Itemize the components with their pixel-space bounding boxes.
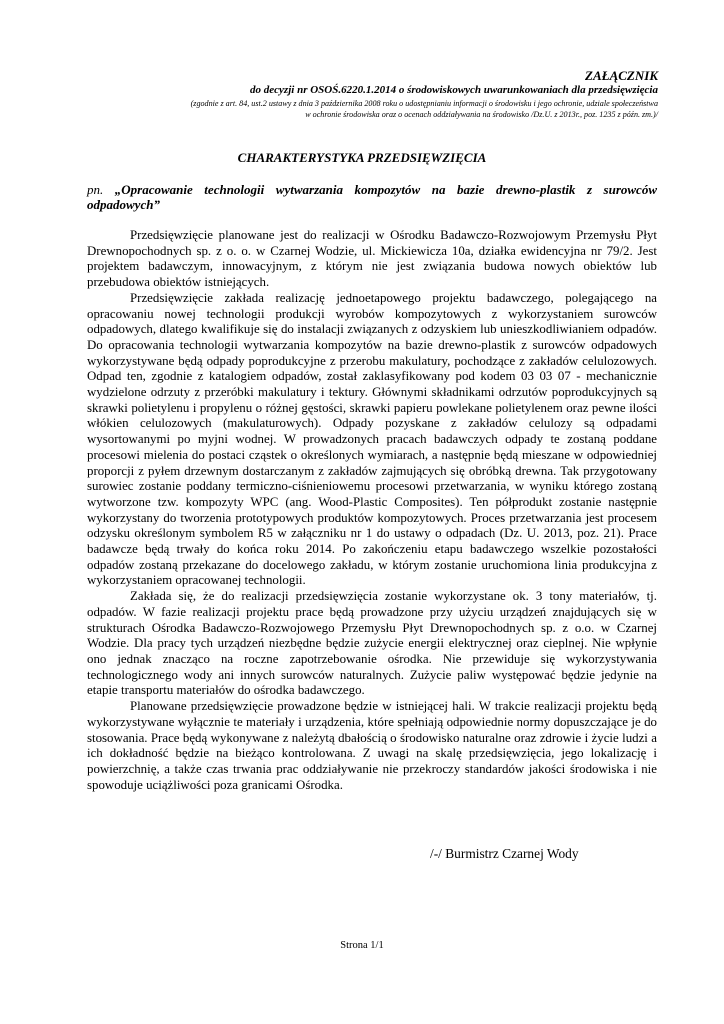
- legal-note-line-1: (zgodnie z art. 84, ust.2 ustawy z dnia 3 października 2008 roku o udostępnianiu informacji o środowisku i jego ochronie, udziale społeczeństwa: [190, 99, 658, 108]
- subject-name: „Opracowanie technologii wytwarzania kompozytów na bazie drewno-plastik z surowców odpadowych”: [87, 182, 658, 212]
- decision-reference: do decyzji nr OSOŚ.6220.1.2014 o środowiskowych uwarunkowaniach dla przedsięwzięcia: [250, 84, 658, 96]
- document-body: [87, 228, 657, 793]
- project-subject: [87, 182, 657, 212]
- document-title: CHARAKTERYSTYKA PRZEDSIĘWZIĘCIA: [237, 150, 487, 165]
- signature: /-/ Burmistrz Czarnej Wody: [430, 846, 579, 861]
- paragraph-resources: Zakłada się, że do realizacji przedsięwzięcia zostanie wykorzystane ok. 3 tony materiałów, tj. odpadów. W fazie realizacji projektu prace będą prowadzone przy użyciu urządzeń znajdujących się w strukturach Ośrodka Badawczo-Rozwojowego Przemysłu Płyt Drewnopochodnych sp. z o.o. w Czarnej Wodzie. Dla pracy tych urządzeń niezbędne będzie zużycie energii elektrycznej oraz cieplnej. Nie wpłynie ono jednak znacząco na roczne zapotrzebowanie ośrodka. Nie przewiduje się wykorzystywania technologicznego wody ani innych surowców naturalnych. Zużycie paliw występować będzie jedynie na etapie transportu materiałów do ośrodka badawczego.: [87, 589, 657, 698]
- paragraph-impact: Planowane przedsięwzięcie prowadzone będzie w istniejącej hali. W trakcie realizacji projektu będą wykorzystywane wyłącznie te materiały i urządzenia, które spełniają odpowiednie normy dopuszczające je do stosowania. Prace będą wykonywane z należytą dbałością o środowisko naturalne oraz zdrowie i życie ludzi a ich dokładność będzie na bieżąco kontrolowana. Z uwagi na skalę przedsięwzięcia, jego lokalizację i powierzchnię, a także czas trwania prac oddziaływanie nie przekroczy standardów jakości środowiska i nie spowoduje uciążliwości poza granicami Ośrodka.: [87, 699, 657, 792]
- legal-note-line-2: w ochronie środowiska oraz o ocenach oddziaływania na środowisko /Dz.U. z 2013r., poz. 1235 z późn. zm.)/: [305, 110, 658, 119]
- page-number: Strona 1/1: [340, 940, 384, 951]
- paragraph-location: Przedsięwzięcie planowane jest do realizacji w Ośrodku Badawczo-Rozwojowym Przemysłu Płyt Drewnopochodnych sp. z o. o. w Czarnej Wodzie, ul. Mickiewicza 10a, działka ewidencyjna nr 79/2. Jest projektem badawczym, innowacyjnym, z którym nie jest związania budowa nowych obiektów lub przebudowa obiektów istniejących.: [87, 228, 657, 290]
- subject-prefix: pn.: [87, 182, 104, 197]
- paragraph-technology: Przedsięwzięcie zakłada realizację jednoetapowego projektu badawczego, polegającego na opracowaniu nowej technologii produkcji wyrobów kompozytowych z wykorzystaniem surowców odpadowych, dlatego kwalifikuje się do instalacji związanych z odzyskiem lub unieszkodliwianiem odpadów. Do opracowania technologii wytwarzania kompozytów na bazie drewno-plastik z surowców odpadowych wykorzystywane będą odpady poprodukcyjne z przerobu makulatury, pochodzące z zakładów celulozowych. Odpad ten, zgodnie z katalogiem odpadów, został zaklasyfikowany pod kodem 03 03 07 - mechanicznie wydzielone odrzuty z przeróbki makulatury i tektury. Głównymi składnikami odrzutów poprodukcyjnych są skrawki polietylenu i propylenu o różnej gęstości, skrawki papieru powlekane polietylenem oraz pewne ilości włókien celulozowych (makulaturowych). Odpady pozyskane z zakładów celulozy są odpadami wysortowanymi po myjni wodnej. W prowadzonych pracach badawczych odpady te zostaną poddane procesowi mielenia do postaci cząstek o określonych wymiarach, a następnie będą mieszane w odpowiedniej proporcji z pyłem drzewnym dostarczanym z zakładów zajmujących się obróbką drewna. Tak przygotowany surowiec zostanie poddany termiczno-ciśnieniowemu procesowi przetwarzania, w wyniku którego zostaną wytworzone tzw. kompozyty WPC (ang. Wood-Plastic Composites). Ten półprodukt zostanie następnie wykorzystany do tworzenia prototypowych produktów kompozytowych. Proces przetwarzania jest procesem odzysku określonym symbolem R5 w załączniku nr 1 do ustawy o odpadach (Dz. U. 2013, poz. 21). Prace badawcze będą trwały do końca roku 2014. Po zakończeniu etapu badawczego wszelkie pozostałości odpadów zostaną przekazane do docelowego zakładu, w którym zostanie uruchomiona linia produkcyjna z wykorzystaniem opracowanej technologii.: [87, 290, 657, 588]
- attachment-label: ZAŁĄCZNIK: [585, 68, 658, 83]
